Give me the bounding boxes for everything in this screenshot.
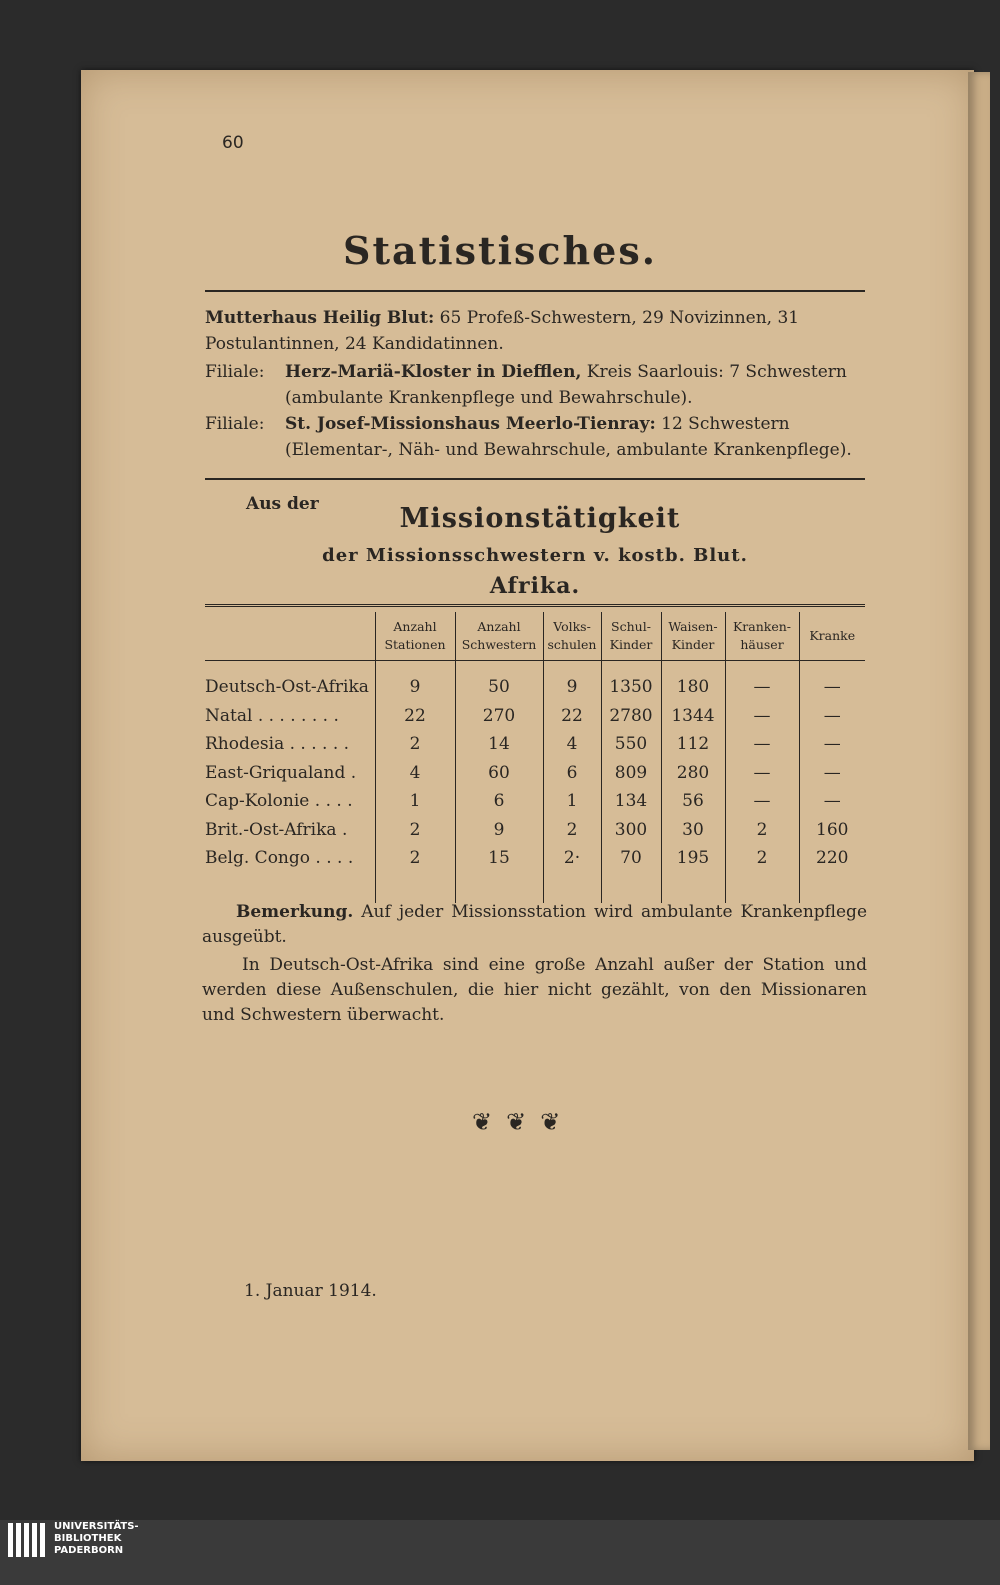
table-cell: 50 (455, 673, 543, 702)
header-cell: Waisen- Kinder (661, 612, 725, 661)
filiale1-paragraph (285, 359, 865, 411)
table-cell: — (799, 787, 865, 816)
table-row (205, 787, 865, 816)
row-label: Cap-Kolonie . . . . (205, 791, 353, 812)
table-cell: — (799, 702, 865, 731)
table-cell: 22 (375, 702, 455, 731)
table-cell: — (799, 730, 865, 759)
table-cell: 2 (375, 844, 455, 873)
table-cell: 1350 (601, 673, 661, 702)
table-row (205, 844, 865, 873)
filiale1-text: Kreis Saarlouis: 7 Schwestern (ambulante Krankenpflege und Bewahrschule). (285, 362, 847, 408)
table-cell: 22 (543, 702, 601, 731)
table-cell: 9 (375, 673, 455, 702)
header-cell: Volks- schulen (543, 612, 601, 661)
table-cell: — (725, 759, 799, 788)
row-label: East-Griqualand . (205, 762, 357, 783)
table-row (205, 673, 865, 702)
remark-note: In Deutsch-Ost-Afrika sind eine große Anzahl außer der Station und werden diese Außenschulen, die hier nicht gezählt, von den Missionaren und Schwestern überwacht. (202, 955, 867, 1025)
table-cell: 2 (375, 816, 455, 845)
page-number: 60 (222, 133, 244, 153)
table-cell: 2 (725, 816, 799, 845)
table-cell: 180 (661, 673, 725, 702)
table-cell: 1 (543, 787, 601, 816)
filiale2-text: 12 Schwestern (Elementar-, Näh- und Bewahrschule, ambulante Krankenpflege). (285, 414, 852, 460)
mutterhaus-text: 65 Profeß-Schwestern, 29 Novizinnen, 31 Postulantinnen, 24 Kandidatinnen. (205, 308, 800, 354)
filiale1-label: Filiale: (205, 362, 265, 382)
table-cell: 2780 (601, 702, 661, 731)
table-cell: 112 (661, 730, 725, 759)
table-cell: 14 (455, 730, 543, 759)
table-cell: 9 (455, 816, 543, 845)
filiale2-name: St. Josef-Missionshaus Meerlo-Tienray: (285, 414, 656, 434)
filiale1-name: Herz-Mariä-Kloster in Diefflen, (285, 362, 582, 382)
row-label: Deutsch-Ost-Afrika (205, 677, 369, 698)
flower-ornament-icon: ❦❦❦ (472, 1108, 575, 1136)
table-cell: 4 (375, 759, 455, 788)
table-row (205, 730, 865, 759)
table-cell: 270 (455, 702, 543, 731)
date-line: 1. Januar 1914. (244, 1281, 377, 1301)
table-cell: 15 (455, 844, 543, 873)
table-cell: — (799, 759, 865, 788)
table-cell: 6 (543, 759, 601, 788)
mutterhaus-paragraph (205, 305, 865, 357)
next-page-edge (968, 72, 990, 1450)
section-subheading: der Missionsschwestern v. kostb. Blut. (322, 545, 748, 566)
statistics-table (205, 612, 865, 903)
table-cell: 4 (543, 730, 601, 759)
aus-der-label: Aus der (246, 494, 319, 514)
table-cell: 56 (661, 787, 725, 816)
table-cell: 2 (543, 816, 601, 845)
header-cell: Anzahl Schwestern (455, 612, 543, 661)
table-cell: 1 (375, 787, 455, 816)
table-cell: 2 (725, 844, 799, 873)
table-cell: 2· (543, 844, 601, 873)
table-row (205, 759, 865, 788)
table-cell: 220 (799, 844, 865, 873)
row-label: Belg. Congo . . . . (205, 848, 354, 869)
library-logo-icon (8, 1523, 48, 1557)
section-heading: Missionstätigkeit (399, 503, 681, 534)
table-cell: 300 (601, 816, 661, 845)
table-cell: 2 (375, 730, 455, 759)
table-cell: 30 (661, 816, 725, 845)
table-cell: — (725, 702, 799, 731)
table-cell: 195 (661, 844, 725, 873)
table-cell: 280 (661, 759, 725, 788)
header-cell: Kranke (799, 612, 865, 661)
table-row (205, 702, 865, 731)
table-cell: 60 (455, 759, 543, 788)
library-name: UNIVERSITÄTS- BIBLIOTHEK PADERBORN (54, 1521, 139, 1556)
row-label: Brit.-Ost-Afrika . (205, 819, 348, 840)
title-rule (205, 290, 865, 292)
region-heading: Afrika. (489, 573, 581, 599)
filiale2-paragraph (285, 411, 865, 463)
header-cell: Kranken- häuser (725, 612, 799, 661)
table-row (205, 816, 865, 845)
table-cell: 1344 (661, 702, 725, 731)
remark-paragraph (202, 900, 867, 950)
table-header-row (205, 612, 865, 661)
table-cell: — (725, 673, 799, 702)
table-cell: — (725, 787, 799, 816)
table-cell: 134 (601, 787, 661, 816)
table-cell: 70 (601, 844, 661, 873)
table-cell: — (725, 730, 799, 759)
remark-label: Bemerkung. (236, 902, 354, 922)
row-label: Natal . . . . . . . . (205, 705, 339, 726)
table-cell: 9 (543, 673, 601, 702)
page-title: Statistisches. (343, 228, 657, 273)
section-rule (205, 478, 865, 480)
filiale2-label: Filiale: (205, 414, 265, 434)
header-cell: Schul- Kinder (601, 612, 661, 661)
table-cell: 160 (799, 816, 865, 845)
table-cell: 6 (455, 787, 543, 816)
remark-text: Auf jeder Missionsstation wird ambulante Krankenpflege ausgeübt. (202, 902, 868, 947)
table-cell: 809 (601, 759, 661, 788)
header-empty (205, 612, 375, 661)
row-label: Rhodesia . . . . . . (205, 734, 350, 755)
table-cell: 550 (601, 730, 661, 759)
header-cell: Anzahl Stationen (375, 612, 455, 661)
table-cell: — (799, 673, 865, 702)
table-top-rule (205, 604, 865, 607)
mutterhaus-label: Mutterhaus Heilig Blut: (205, 308, 435, 328)
library-footer (0, 1520, 1000, 1585)
